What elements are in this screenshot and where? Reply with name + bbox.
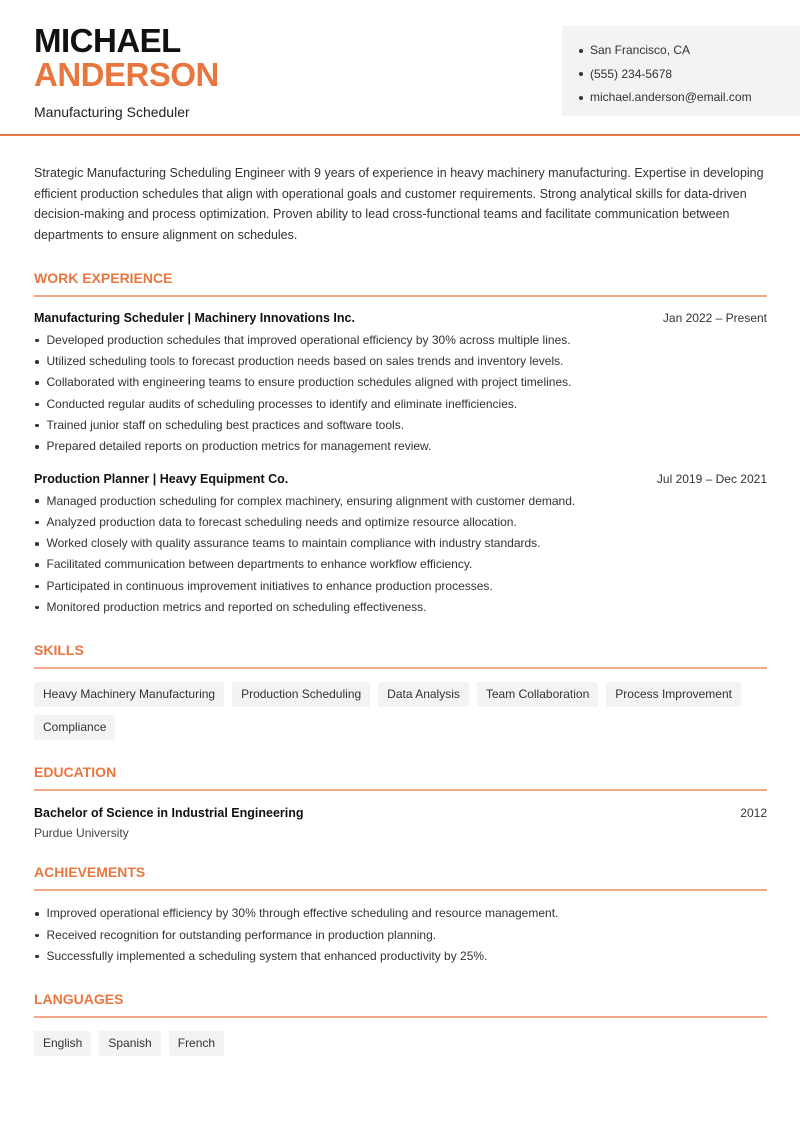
- section-title-education: EDUCATION: [34, 764, 767, 791]
- bullet-text: Monitored production metrics and reported on scheduling effectiveness.: [46, 600, 427, 615]
- bullet-icon: [579, 96, 583, 100]
- list-item: [34, 415, 767, 436]
- job-date: Jan 2022 – Present: [662, 310, 767, 325]
- bullet-text: Trained junior staff on scheduling best practices and software tools.: [46, 418, 405, 432]
- skill-tag: Process Improvement: [606, 682, 741, 707]
- bullet-text: Received recognition for outstanding performance in production planning.: [46, 927, 437, 942]
- bullet-text: Analyzed production data to forecast scheduling needs and optimize resource allocation.: [46, 514, 517, 529]
- resume-body: [0, 163, 800, 1056]
- section-title-skills: SKILLS: [34, 642, 767, 669]
- bullet-icon: [35, 403, 39, 407]
- language-tag: English: [34, 1031, 91, 1056]
- contact-email: [579, 86, 800, 110]
- list-item: [34, 597, 767, 618]
- bullet-icon: [579, 49, 583, 53]
- school: Purdue University: [34, 826, 129, 841]
- contact-location: [579, 39, 800, 63]
- skill-tag: Production Scheduling: [232, 682, 370, 707]
- job-entry: [34, 472, 767, 619]
- first-name: MICHAEL: [34, 22, 181, 59]
- bullet-icon: [35, 563, 39, 567]
- education-header: [34, 806, 767, 820]
- bullet-icon: [35, 542, 39, 546]
- list-item: [34, 554, 767, 575]
- achievements-list: [34, 903, 767, 967]
- bullet-icon: [35, 521, 39, 525]
- email-text: michael.anderson@email.com: [590, 90, 752, 104]
- bullet-text: Prepared detailed reports on production metrics for management review.: [46, 439, 432, 454]
- job-header: [34, 472, 767, 486]
- job-date: Jul 2019 – Dec 2021: [656, 471, 767, 486]
- skill-tag: Compliance: [34, 715, 115, 740]
- list-item: [34, 512, 767, 533]
- bullet-icon: [35, 912, 39, 916]
- section-title-achievements: ACHIEVEMENTS: [34, 864, 767, 891]
- last-name: ANDERSON: [34, 56, 219, 93]
- resume-header: [0, 0, 800, 136]
- bullet-icon: [35, 360, 39, 364]
- skill-tag: Team Collaboration: [477, 682, 598, 707]
- bullet-text: Improved operational efficiency by 30% through effective scheduling and resource management.: [46, 906, 559, 921]
- degree: Bachelor of Science in Industrial Engineering: [34, 806, 304, 821]
- name-block: [34, 24, 219, 120]
- skill-tag: Heavy Machinery Manufacturing: [34, 682, 224, 707]
- languages-tags: [34, 1031, 767, 1056]
- bullet-text: Facilitated communication between departments to enhance workflow efficiency.: [46, 557, 473, 572]
- graduation-year: 2012: [740, 806, 767, 821]
- bullet-text: Conducted regular audits of scheduling processes to identify and eliminate inefficiencies.: [46, 396, 518, 411]
- bullet-icon: [35, 585, 39, 589]
- contact-phone: [579, 63, 800, 87]
- bullet-text: Developed production schedules that improved operational efficiency by 30% across multiple lines.: [46, 332, 571, 347]
- bullet-text: Successfully implemented a scheduling system that enhanced productivity by 25%.: [46, 948, 488, 963]
- section-title-work: WORK EXPERIENCE: [34, 270, 767, 297]
- bullet-icon: [35, 424, 39, 428]
- section-title-languages: LANGUAGES: [34, 991, 767, 1018]
- bullet-text: Utilized scheduling tools to forecast production needs based on sales trends and inventory levels.: [46, 354, 564, 369]
- list-item: [34, 925, 767, 946]
- language-tag: French: [169, 1031, 224, 1056]
- language-tag: Spanish: [99, 1031, 160, 1056]
- job-bullets: [34, 491, 767, 619]
- education-entry: [34, 806, 767, 840]
- list-item: [34, 436, 767, 457]
- job-role: Production Planner | Heavy Equipment Co.: [34, 471, 289, 486]
- job-header: [34, 311, 767, 325]
- bullet-text: Worked closely with quality assurance teams to maintain compliance with industry standards.: [46, 536, 541, 551]
- list-item: [34, 533, 767, 554]
- list-item: [34, 491, 767, 512]
- bullet-text: Participated in continuous improvement initiatives to enhance production processes.: [46, 578, 493, 593]
- list-item: [34, 576, 767, 597]
- job-entry: [34, 311, 767, 458]
- job-title: Manufacturing Scheduler: [34, 104, 190, 120]
- list-item: [34, 903, 767, 924]
- bullet-text: Managed production scheduling for complex machinery, ensuring alignment with customer demand.: [46, 493, 576, 508]
- list-item: [34, 372, 767, 393]
- bullet-icon: [35, 499, 39, 503]
- bullet-icon: [35, 445, 39, 449]
- list-item: [34, 330, 767, 351]
- skill-tag: Data Analysis: [378, 682, 469, 707]
- job-bullets: [34, 330, 767, 458]
- bullet-icon: [35, 339, 39, 343]
- list-item: [34, 394, 767, 415]
- list-item: [34, 351, 767, 372]
- summary: Strategic Manufacturing Scheduling Engineer with 9 years of experience in heavy machinery manufacturing. Expertise in developing efficient production schedules that align with operational goals and customer requirements. Strong analytical skills for data-driven decision-making and process optimization. Proven ability to lead cross-functional teams and facilitate communication between departments to ensure alignment on schedules.: [34, 166, 764, 243]
- bullet-text: Collaborated with engineering teams to ensure production schedules aligned with project timelines.: [46, 375, 572, 390]
- list-item: [34, 946, 767, 967]
- job-role: Manufacturing Scheduler | Machinery Innovations Inc.: [34, 310, 355, 325]
- bullet-icon: [35, 934, 39, 938]
- contact-box: [562, 26, 800, 116]
- bullet-icon: [579, 72, 583, 76]
- skills-tags: [34, 682, 767, 740]
- bullet-icon: [35, 606, 39, 610]
- bullet-icon: [35, 955, 39, 959]
- phone-text: (555) 234-5678: [590, 66, 673, 81]
- bullet-icon: [35, 381, 39, 385]
- location-text: San Francisco, CA: [590, 43, 691, 57]
